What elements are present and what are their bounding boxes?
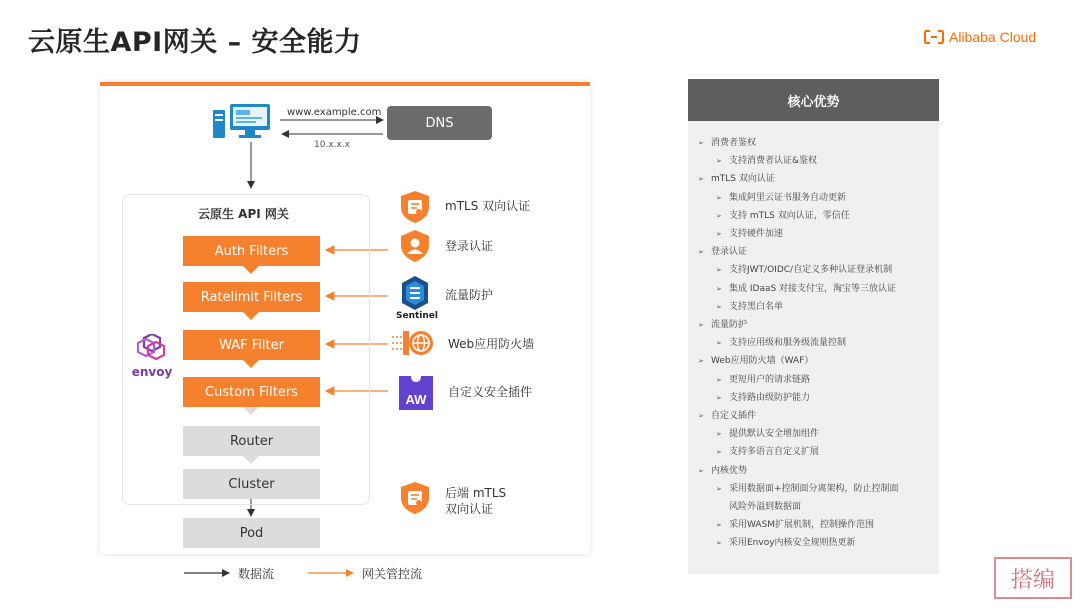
watermark-stamp: 搭编 — [994, 557, 1072, 599]
control-flow-legend-label: 网关管控流 — [362, 566, 423, 581]
envoy-logo — [130, 334, 174, 379]
chevron-right-icon: ➢ — [698, 466, 704, 475]
chevron-right-icon: ➢ — [716, 211, 722, 220]
control-flow-legend-line — [308, 569, 354, 577]
chevron-right-icon: ➢ — [716, 193, 722, 202]
ratelimit-filters-node: Ratelimit Filters — [183, 282, 320, 312]
advantage-detail: ➢ 支持应用级和服务级流量控制 — [688, 334, 939, 352]
pod-node: Pod — [183, 518, 320, 548]
advantage-detail: ➢ 支持 mTLS 双向认证，零信任 — [688, 207, 939, 225]
auth-filters-node: Auth Filters — [183, 236, 320, 266]
advantage-detail-continuation: 风险外溢到数据面 — [729, 502, 802, 513]
advantage-detail: ➢ 采用Envoy内核安全规则热更新 — [688, 534, 939, 552]
backend-mtls-feature-label — [445, 485, 506, 517]
chevron-right-icon: ➢ — [698, 175, 704, 184]
chevron-right-icon: ➢ — [698, 412, 704, 421]
waf-filter-node: WAF Filter — [183, 330, 320, 360]
login-auth-feature-label: 登录认证 — [445, 239, 494, 253]
rate-limit-feature-label: 流量防护 — [445, 288, 494, 302]
advantage-detail: ➢ 提供默认安全增加组件 — [688, 425, 939, 443]
advantage-category: ➢ 流量防护 — [688, 316, 939, 334]
mtls-feature-label: mTLS 双向认证 — [445, 199, 531, 213]
data-flow-legend-line — [184, 569, 230, 577]
cluster-node: Cluster — [183, 469, 320, 499]
svg-text:AW: AW — [405, 392, 427, 407]
chevron-right-icon: ➢ — [698, 139, 704, 147]
login-auth-icon — [398, 229, 432, 263]
page-title: 云原生API网关 – 安全能力 — [28, 27, 362, 58]
core-advantages-list — [688, 121, 939, 553]
chevron-right-icon: ➢ — [716, 157, 722, 166]
chevron-right-icon: ➢ — [716, 339, 722, 348]
chevron-right-icon: ➢ — [716, 484, 722, 493]
chevron-right-icon: ➢ — [716, 284, 722, 293]
chevron-right-icon: ➢ — [716, 230, 722, 239]
advantage-detail: ➢ 采用数据面+控制面分离架构，防止控制面 — [688, 480, 939, 498]
advantage-detail: ➢ 集成 IDaaS 对接支付宝，淘宝等三放认证 — [688, 280, 939, 298]
chevron-right-icon: ➢ — [698, 357, 704, 366]
waf-feature-label: Web应用防火墙 — [448, 337, 535, 351]
gateway-title: 云原生 API 网关 — [198, 207, 289, 221]
advantage-category: ➢ 登录认证 — [688, 243, 939, 261]
router-node: Router — [183, 426, 320, 456]
diagram-legend — [184, 564, 456, 582]
request-url: www.example.com — [287, 107, 382, 118]
advantage-category: ➢ mTLS 双向认证 — [688, 170, 939, 188]
backend-mtls-line2: 双向认证 — [445, 502, 494, 516]
sentinel-icon — [398, 276, 432, 310]
chevron-right-icon: ➢ — [716, 430, 722, 439]
advantage-detail: ➢ 支持多语言自定义扩展 — [688, 443, 939, 461]
advantage-detail: ➢ 采用WASM扩展机制，控制操作范围 — [688, 516, 939, 534]
advantage-detail: ➢ 支持硬件加速 — [688, 225, 939, 243]
chevron-right-icon: ➢ — [716, 375, 722, 384]
firewall-icon — [392, 326, 434, 360]
backend-mtls-line1: 后端 mTLS — [445, 486, 507, 500]
chevron-right-icon: ➢ — [698, 248, 704, 257]
advantage-detail: ➢ 支持消费者认证&鉴权 — [688, 152, 939, 170]
certificate-icon — [398, 481, 432, 515]
chevron-right-icon: ➢ — [716, 448, 722, 457]
advantage-category: ➢ 内核优势 — [688, 462, 939, 480]
core-advantages-panel — [688, 79, 939, 574]
advantage-detail: ➢ 支持黑白名单 — [688, 298, 939, 316]
advantage-detail: ➢ 支持JWT/OIDC/自定义多种认证登录机制 — [688, 261, 939, 279]
advantage-category: ➢ 消费者鉴权 — [688, 134, 939, 152]
certificate-icon — [398, 190, 432, 224]
data-flow-legend-label: 数据流 — [238, 566, 275, 581]
chevron-right-icon: ➢ — [698, 321, 704, 330]
alibaba-cloud-logo-text: Alibaba Cloud — [949, 29, 1037, 45]
envoy-icon — [130, 334, 174, 360]
chevron-right-icon: ➢ — [716, 539, 722, 548]
core-advantages-title: 核心优势 — [688, 79, 939, 121]
chevron-right-icon: ➢ — [716, 521, 722, 530]
chevron-right-icon: ➢ — [716, 393, 722, 402]
chevron-right-icon: ➢ — [716, 266, 722, 275]
advantage-detail: ➢ 支持路由级防护能力 — [688, 389, 939, 407]
chevron-right-icon: ➢ — [716, 302, 722, 311]
sentinel-badge: Sentinel — [396, 311, 438, 321]
computer-server-icon — [213, 104, 271, 140]
aw-plugin-icon — [399, 376, 433, 410]
advantage-detail: ➢ 更短用户的请求链路 — [688, 371, 939, 389]
custom-plugin-feature-label: 自定义安全插件 — [448, 385, 533, 399]
advantage-detail: ➢ 集成阿里云证书服务自动更新 — [688, 189, 939, 207]
custom-filters-node: Custom Filters — [183, 377, 320, 407]
dns-node: DNS — [387, 106, 492, 140]
advantage-category: ➢ 自定义插件 — [688, 407, 939, 425]
resolved-ip: 10.x.x.x — [314, 140, 351, 150]
advantage-category: ➢ Web应用防火墙（WAF） — [688, 352, 939, 370]
envoy-label: envoy — [131, 365, 173, 379]
